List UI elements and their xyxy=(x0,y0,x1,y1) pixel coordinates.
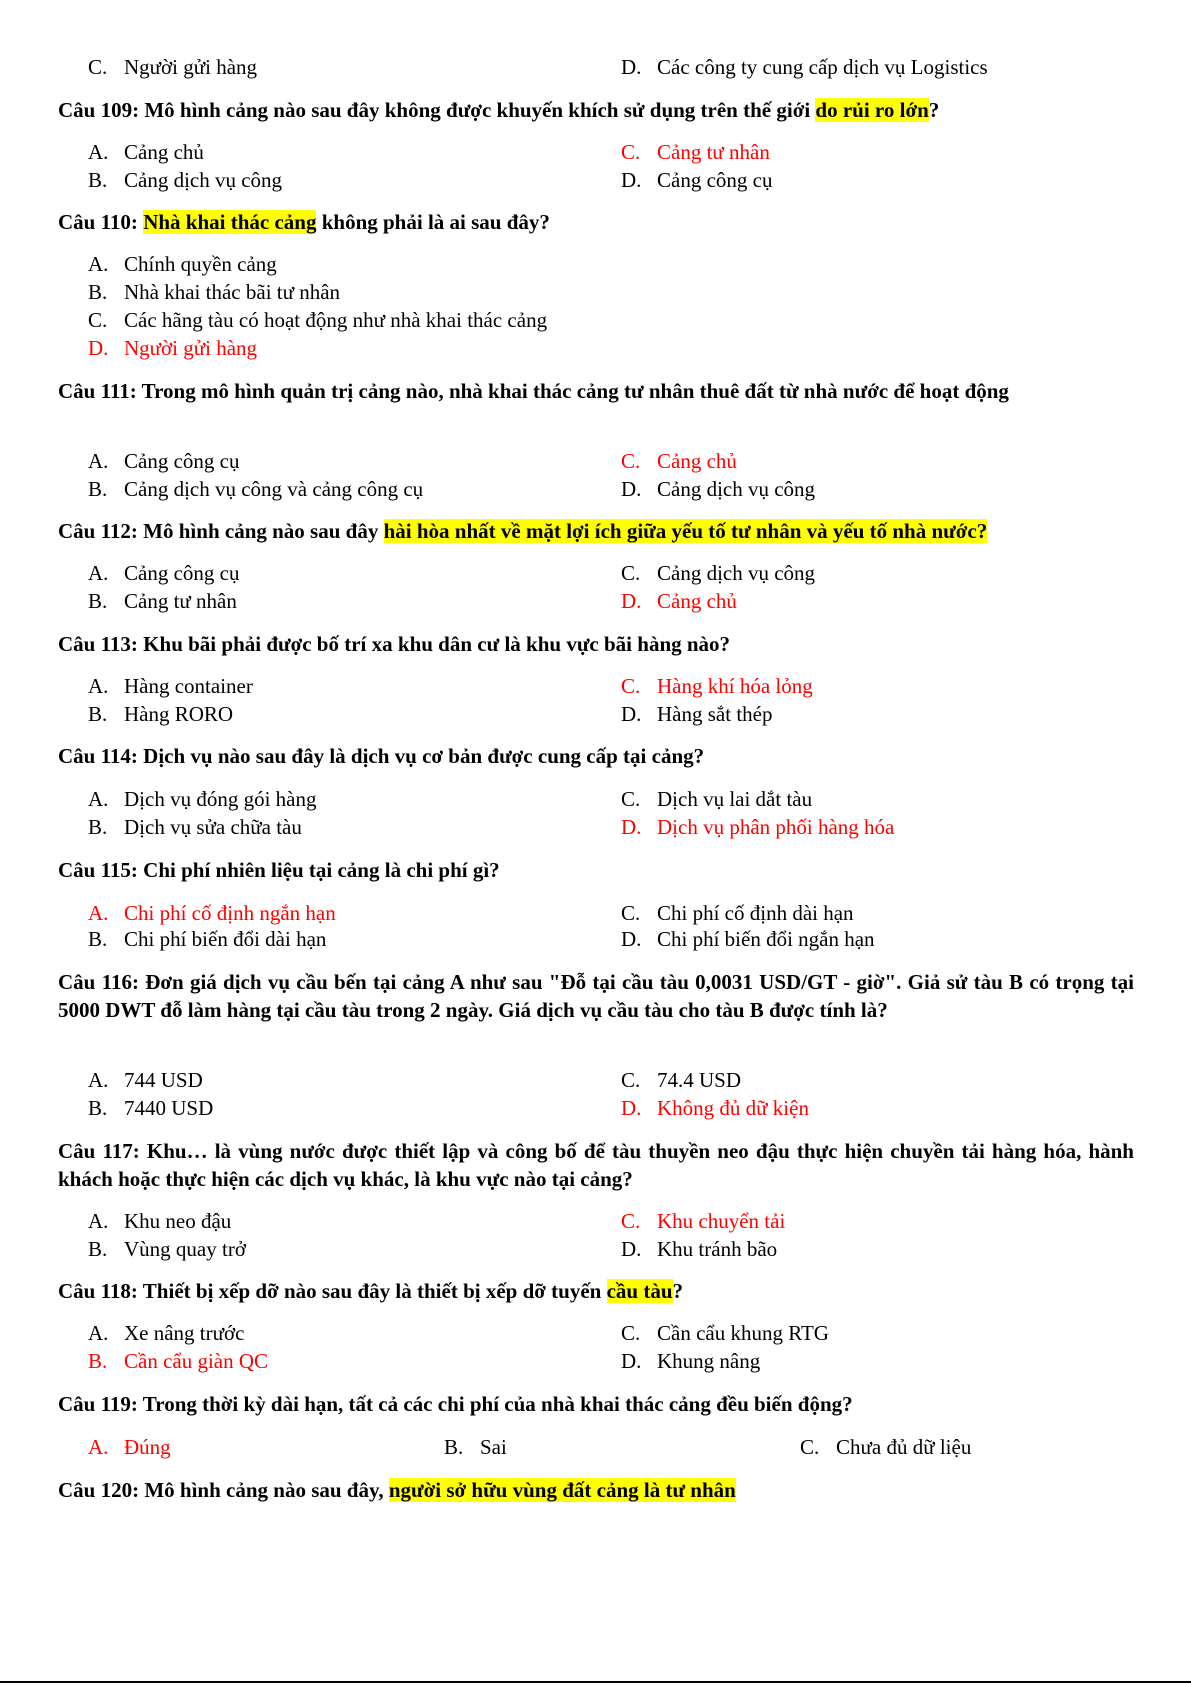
question-119: Câu 119: Trong thời kỳ dài hạn, tất cả các chi phí của nhà khai thác cảng đều biến động? xyxy=(58,1392,853,1416)
question-118: Câu 118: Thiết bị xếp dỡ nào sau đây là thiết bị xếp dỡ tuyến cầu tàu? xyxy=(58,1279,684,1303)
question-120: Câu 120: Mô hình cảng nào sau đây, người sở hữu vùng đất cảng là tư nhân xyxy=(58,1478,736,1502)
option-c-answer: C. Khu chuyển tải xyxy=(621,1209,786,1233)
option-b: B. Cảng dịch vụ công và cảng công cụ xyxy=(88,477,424,501)
option-c-answer: C. Hàng khí hóa lỏng xyxy=(621,674,813,698)
option-c: C. Người gửi hàng xyxy=(88,55,258,79)
question-111: Câu 111: Trong mô hình quản trị cảng nào, nhà khai thác cảng tư nhân thuê đất từ nhà nước để hoạt động xyxy=(58,379,1009,403)
question-109: Câu 109: Mô hình cảng nào sau đây không được khuyến khích sử dụng trên thế giới do rủi ro lớn? xyxy=(58,98,940,122)
option-d-answer: D. Cảng chủ xyxy=(621,589,737,613)
option-d-answer: D. Người gửi hàng xyxy=(88,336,258,360)
option-d-answer: D. Không đủ dữ kiện xyxy=(621,1096,809,1120)
option-b: B. Hàng RORO xyxy=(88,702,234,726)
question-115: Câu 115: Chi phí nhiên liệu tại cảng là chi phí gì? xyxy=(58,858,500,882)
option-a: A. Cảng công cụ xyxy=(88,449,240,473)
option-b: B. Cảng tư nhân xyxy=(88,589,237,613)
option-c-answer: C. Cảng chủ xyxy=(621,449,737,473)
option-d: D. Cảng công cụ xyxy=(621,168,773,192)
option-b: B. Chi phí biến đổi dài hạn xyxy=(88,927,327,951)
option-c: C. 74.4 USD xyxy=(621,1068,742,1092)
option-c: C. Chi phí cố định dài hạn xyxy=(621,901,854,925)
option-b: B. Dịch vụ sửa chữa tàu xyxy=(88,815,302,839)
question-114: Câu 114: Dịch vụ nào sau đây là dịch vụ cơ bản được cung cấp tại cảng? xyxy=(58,744,705,768)
option-a: A. Cảng chủ xyxy=(88,140,204,164)
option-b: B. Vùng quay trở xyxy=(88,1237,246,1261)
option-a: A. Xe nâng trước xyxy=(88,1321,245,1345)
option-c: C. Cần cẩu khung RTG xyxy=(621,1321,829,1345)
option-d: D. Khu tránh bão xyxy=(621,1237,778,1261)
option-b-answer: B. Cần cẩu giàn QC xyxy=(88,1349,269,1373)
option-c-answer: C. Cảng tư nhân xyxy=(621,140,770,164)
option-b: B. 7440 USD xyxy=(88,1096,214,1120)
option-c: C. Dịch vụ lai dắt tàu xyxy=(621,787,813,811)
option-a: A. Cảng công cụ xyxy=(88,561,240,585)
option-d: D. Chi phí biến đổi ngắn hạn xyxy=(621,927,875,951)
question-117: Câu 117: Khu… là vùng nước được thiết lập và công bố để tàu thuyền neo đậu thực hiện chuyền tải hàng hóa, hành khách hoặc thực hiện các dịch vụ khác, là khu vực nào tại cảng? xyxy=(58,1139,1134,1191)
option-b: B. Sai xyxy=(444,1435,507,1459)
question-112: Câu 112: Mô hình cảng nào sau đây hài hòa nhất về mặt lợi ích giữa yếu tố tư nhân và yếu tố nhà nước? xyxy=(58,519,988,543)
option-a: A. Khu neo đậu xyxy=(88,1209,232,1233)
option-a: A. 744 USD xyxy=(88,1068,203,1092)
option-a: A. Dịch vụ đóng gói hàng xyxy=(88,787,317,811)
option-d: D. Khung nâng xyxy=(621,1349,761,1373)
option-a-answer: A. Chi phí cố định ngắn hạn xyxy=(88,901,336,925)
option-d: D. Cảng dịch vụ công xyxy=(621,477,816,501)
option-c: C. Các hãng tàu có hoạt động như nhà khai thác cảng xyxy=(88,308,548,332)
option-c: C. Chưa đủ dữ liệu xyxy=(800,1435,972,1459)
option-d-answer: D. Dịch vụ phân phối hàng hóa xyxy=(621,815,895,839)
option-d: D. Các công ty cung cấp dịch vụ Logistics xyxy=(621,55,988,79)
option-b: B. Nhà khai thác bãi tư nhân xyxy=(88,280,341,304)
option-d: D. Hàng sắt thép xyxy=(621,702,773,726)
page-bottom-rule xyxy=(0,1681,1191,1683)
option-b: B. Cảng dịch vụ công xyxy=(88,168,283,192)
option-c: C. Cảng dịch vụ công xyxy=(621,561,816,585)
question-113: Câu 113: Khu bãi phải được bố trí xa khu dân cư là khu vực bãi hàng nào? xyxy=(58,632,731,656)
option-a: A. Hàng container xyxy=(88,674,253,698)
option-a-answer: A. Đúng xyxy=(88,1435,171,1459)
question-116: Câu 116: Đơn giá dịch vụ cầu bến tại cảng A như sau "Đỗ tại cầu tàu 0,0031 USD/GT - giờ". Giả sử tàu B có trọng tại 5000 DWT đỗ làm hàng tại cầu tàu trong 2 ngày. Giá dịch vụ cầu tàu cho tàu B được tính là? xyxy=(58,970,1134,1022)
option-a: A. Chính quyền cảng xyxy=(88,252,277,276)
question-110: Câu 110: Nhà khai thác cảng không phải là ai sau đây? xyxy=(58,210,550,234)
